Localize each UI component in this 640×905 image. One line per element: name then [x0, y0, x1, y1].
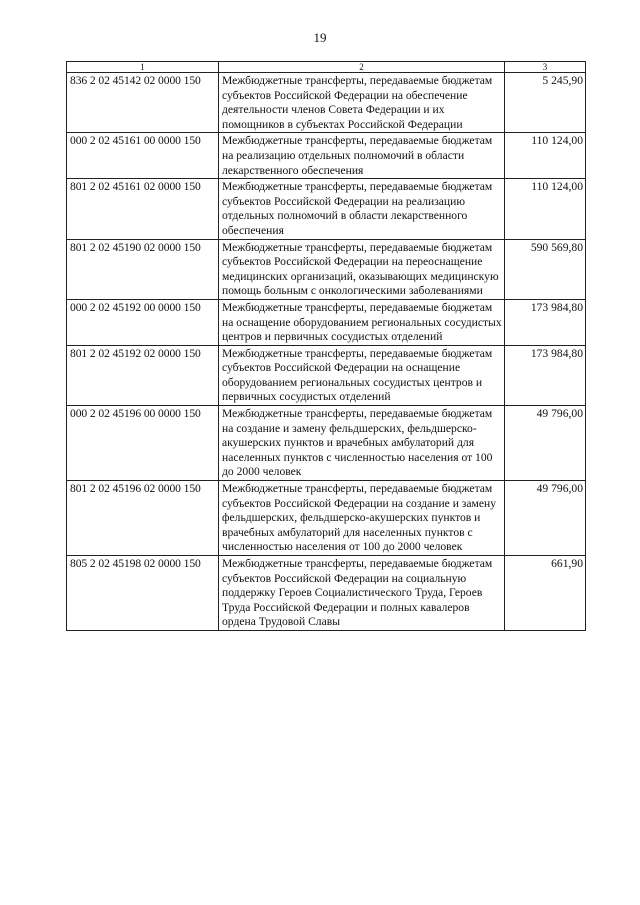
amount-cell: 173 984,80	[505, 345, 586, 405]
description-cell: Межбюджетные трансферты, передаваемые бюджетам субъектов Российской Федерации на социальную поддержку Героев Социалистического Труда, Героев Труда Российской Федерации и полных кавалеров ордена Трудовой Славы	[219, 556, 505, 631]
page-number: 19	[313, 30, 327, 45]
budget-code-cell: 000 2 02 45196 00 0000 150	[67, 406, 219, 481]
description-cell: Межбюджетные трансферты, передаваемые бюджетам субъектов Российской Федерации на реализацию отдельных полномочий в области лекарственного обеспечения	[219, 179, 505, 239]
table-row	[67, 133, 586, 179]
table-header-row	[67, 62, 586, 73]
column-header-code: 1	[67, 62, 219, 73]
description-cell: Межбюджетные трансферты, передаваемые бюджетам на оснащение оборудованием региональных сосудистых центров и первичных сосудистых отделений	[219, 299, 505, 345]
amount-cell: 110 124,00	[505, 133, 586, 179]
amount-cell: 49 796,00	[505, 481, 586, 556]
budget-code-cell: 801 2 02 45190 02 0000 150	[67, 239, 219, 299]
amount-cell: 173 984,80	[505, 299, 586, 345]
table-row	[67, 481, 586, 556]
amount-cell: 590 569,80	[505, 239, 586, 299]
budget-code-cell: 805 2 02 45198 02 0000 150	[67, 556, 219, 631]
table-row	[67, 179, 586, 239]
description-cell: Межбюджетные трансферты, передаваемые бюджетам субъектов Российской Федерации на обеспечение деятельности членов Совета Федерации и их помощников в субъектах Российской Федерации	[219, 73, 505, 133]
column-header-description: 2	[219, 62, 505, 73]
budget-code-cell: 801 2 02 45161 02 0000 150	[67, 179, 219, 239]
description-cell: Межбюджетные трансферты, передаваемые бюджетам субъектов Российской Федерации на переоснащение медицинских организаций, оказывающих медицинскую помощь больным с онкологическими заболеваниями	[219, 239, 505, 299]
amount-cell: 110 124,00	[505, 179, 586, 239]
description-cell: Межбюджетные трансферты, передаваемые бюджетам на создание и замену фельдшерских, фельдшерско-акушерских пунктов и врачебных амбулаторий для населенных пунктов с численностью населения от 100 до 2000 человек	[219, 406, 505, 481]
budget-code-cell: 801 2 02 45196 02 0000 150	[67, 481, 219, 556]
amount-cell: 49 796,00	[505, 406, 586, 481]
amount-cell: 661,90	[505, 556, 586, 631]
description-cell: Межбюджетные трансферты, передаваемые бюджетам субъектов Российской Федерации на оснащение оборудованием региональных сосудистых центров и первичных сосудистых отделений	[219, 345, 505, 405]
table-row	[67, 239, 586, 299]
table-row	[67, 406, 586, 481]
budget-code-cell: 000 2 02 45192 00 0000 150	[67, 299, 219, 345]
description-cell: Межбюджетные трансферты, передаваемые бюджетам субъектов Российской Федерации на создание и замену фельдшерских, фельдшерско-акушерских пунктов и врачебных амбулаторий для населенных пунктов с численностью населения от 100 до 2000 человек	[219, 481, 505, 556]
amount-cell: 5 245,90	[505, 73, 586, 133]
description-cell: Межбюджетные трансферты, передаваемые бюджетам на реализацию отдельных полномочий в области лекарственного обеспечения	[219, 133, 505, 179]
table-row	[67, 556, 586, 631]
budget-table	[66, 61, 586, 631]
column-header-amount: 3	[505, 62, 586, 73]
budget-code-cell: 836 2 02 45142 02 0000 150	[67, 73, 219, 133]
table-row	[67, 299, 586, 345]
budget-code-cell: 801 2 02 45192 02 0000 150	[67, 345, 219, 405]
table-row	[67, 345, 586, 405]
budget-code-cell: 000 2 02 45161 00 0000 150	[67, 133, 219, 179]
table-row	[67, 73, 586, 133]
